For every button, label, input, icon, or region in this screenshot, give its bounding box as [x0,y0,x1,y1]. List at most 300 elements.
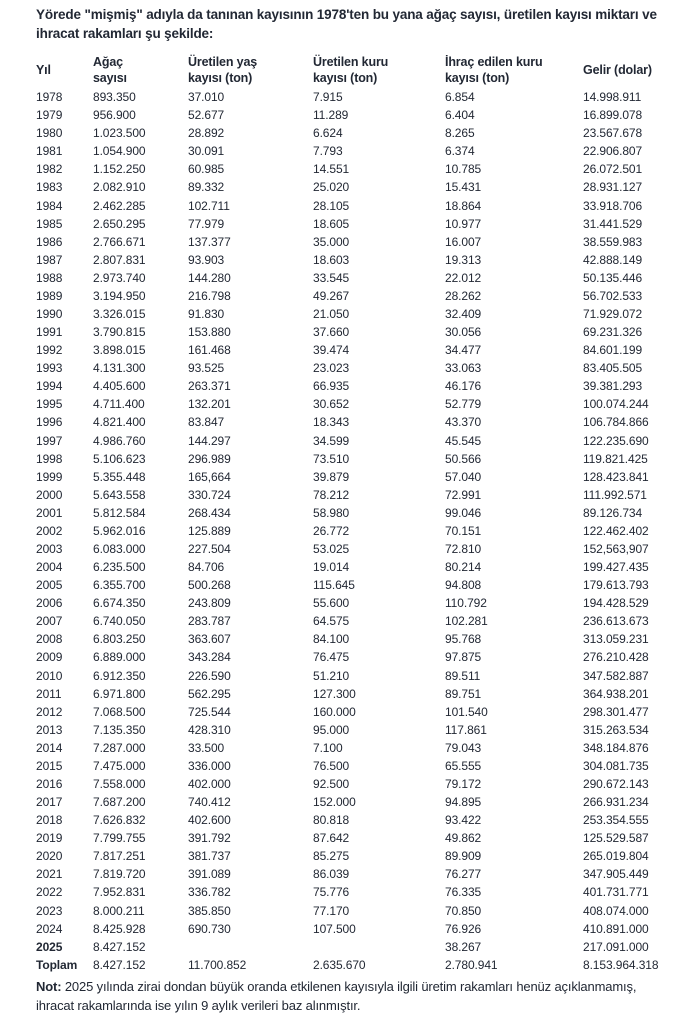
row-value-gelir-dolar: 276.210.428 [583,650,649,665]
row-value-agac-sayisi: 1.152.250 [93,162,146,177]
row-year: 2023 [36,903,63,918]
table-row [36,757,658,775]
row-value-gelir-dolar: 33.918.706 [583,198,643,213]
row-value-uretilen-kuru-kayisi: 37.660 [313,325,350,340]
table-row [36,956,658,974]
row-year: 2021 [36,867,63,882]
row-year: 2011 [36,686,62,701]
row-value-agac-sayisi: 7.952.831 [93,885,146,900]
row-value-agac-sayisi: 6.889.000 [93,650,146,665]
row-value-gelir-dolar: 38.559.983 [583,234,643,249]
column-header-gelir-dolar: Gelir (dolar) [583,62,652,77]
table-row [36,829,658,847]
column-header-uretilen-yas-kayisi: Üretilen yaş kayısı (ton) [188,54,258,85]
row-value-agac-sayisi: 8.427.152 [93,957,146,972]
row-value-uretilen-kuru-kayisi: 92.500 [313,777,350,791]
row-value-gelir-dolar: 28.931.127 [583,180,643,195]
row-year: 1985 [36,216,63,231]
table-row [36,395,658,413]
row-value-ihrac-edilen-kuru-kayisi: 93.422 [445,813,482,828]
row-value-ihrac-edilen-kuru-kayisi: 102.281 [445,614,488,629]
column-header-yil: Yıl [36,62,51,77]
row-value-uretilen-kuru-kayisi: 7.793 [313,144,343,159]
row-year: 2001 [36,505,63,520]
table-row [36,594,658,612]
row-year: 1997 [36,433,63,448]
row-value-ihrac-edilen-kuru-kayisi: 38.267 [445,939,482,954]
row-value-uretilen-kuru-kayisi: 7.915 [313,90,343,105]
row-value-uretilen-yas-kayisi: 268.434 [188,505,231,520]
row-value-gelir-dolar: 217.091.000 [583,939,649,954]
row-value-uretilen-yas-kayisi: 161.468 [188,343,231,358]
table-row [36,88,658,106]
row-value-ihrac-edilen-kuru-kayisi: 45.545 [445,433,482,448]
table-row [36,178,658,196]
table-row [36,811,658,829]
row-value-uretilen-kuru-kayisi: 49.267 [313,288,350,303]
row-value-uretilen-kuru-kayisi: 14.551 [313,162,350,177]
row-value-gelir-dolar: 152,563,907 [583,541,649,556]
row-value-agac-sayisi: 956.900 [93,108,136,123]
row-value-uretilen-yas-kayisi: 125.889 [188,523,231,538]
row-year: 2006 [36,596,63,611]
row-value-gelir-dolar: 347.582.887 [583,668,649,683]
row-value-agac-sayisi: 5.106.623 [93,451,146,466]
row-value-uretilen-yas-kayisi: 84.706 [188,560,225,575]
row-value-gelir-dolar: 128.423.841 [583,469,649,484]
row-value-agac-sayisi: 7.817.251 [93,849,146,864]
row-value-gelir-dolar: 100.074.244 [583,397,649,412]
row-year: 2022 [36,885,63,900]
row-value-uretilen-kuru-kayisi: 160.000 [313,704,356,719]
row-value-uretilen-yas-kayisi: 562.295 [188,686,231,701]
row-value-agac-sayisi: 7.626.832 [93,813,146,828]
row-year: 1999 [36,469,63,484]
row-value-uretilen-yas-kayisi: 740.412 [188,795,231,810]
row-value-uretilen-kuru-kayisi: 25.020 [313,180,350,195]
row-value-uretilen-kuru-kayisi: 64.575 [313,614,350,629]
row-value-agac-sayisi: 5.355.448 [93,469,146,484]
table-row [36,920,658,938]
table-row [36,648,658,666]
row-value-uretilen-yas-kayisi: 93.903 [188,252,225,267]
row-year: 1986 [36,234,63,249]
row-value-ihrac-edilen-kuru-kayisi: 72.810 [445,541,482,556]
row-value-uretilen-yas-kayisi: 52.677 [188,108,225,123]
row-value-uretilen-kuru-kayisi: 66.935 [313,379,350,394]
row-value-uretilen-yas-kayisi: 30.091 [188,144,225,159]
row-value-gelir-dolar: 106.784.866 [583,415,649,430]
row-value-uretilen-yas-kayisi: 216.798 [188,288,231,303]
row-value-gelir-dolar: 408.074.000 [583,903,649,918]
row-value-uretilen-yas-kayisi: 402.000 [188,777,231,791]
row-value-agac-sayisi: 3.898.015 [93,343,146,358]
intro-paragraph: Yörede "mişmiş" adıyla da tanınan kayısının 1978'ten bu yana ağaç sayısı, üretilen kayısı miktarı ve ihracat rakamları şu şekilde: [36,7,657,41]
row-value-ihrac-edilen-kuru-kayisi: 43.370 [445,415,482,430]
row-year: 1995 [36,397,63,412]
row-value-uretilen-kuru-kayisi: 11.289 [313,108,349,123]
row-value-ihrac-edilen-kuru-kayisi: 89.511 [445,668,481,683]
table-row [36,847,658,865]
row-value-gelir-dolar: 122.235.690 [583,433,649,448]
row-value-agac-sayisi: 3.194.950 [93,288,146,303]
row-value-gelir-dolar: 83.405.505 [583,361,643,376]
row-value-ihrac-edilen-kuru-kayisi: 70.850 [445,903,482,918]
row-value-uretilen-yas-kayisi: 428.310 [188,722,231,737]
table-row [36,938,658,956]
row-value-uretilen-kuru-kayisi: 19.014 [313,560,350,575]
row-value-ihrac-edilen-kuru-kayisi: 101.540 [445,704,488,719]
table-row [36,721,658,739]
row-value-agac-sayisi: 7.287.000 [93,740,146,755]
row-value-gelir-dolar: 14.998.911 [583,90,642,105]
table-row [36,468,658,486]
row-value-uretilen-yas-kayisi: 385.850 [188,903,231,918]
row-value-agac-sayisi: 5.643.558 [93,487,146,502]
row-year: 2005 [36,578,63,593]
row-year: 2008 [36,632,63,647]
row-value-agac-sayisi: 6.971.800 [93,686,146,701]
apricot-statistics-table [36,51,658,974]
row-value-agac-sayisi: 6.740.050 [93,614,146,629]
row-value-gelir-dolar: 23.567.678 [583,126,643,141]
row-value-ihrac-edilen-kuru-kayisi: 50.566 [445,451,482,466]
table-row [36,685,658,703]
row-value-ihrac-edilen-kuru-kayisi: 57.040 [445,469,482,484]
row-value-uretilen-yas-kayisi: 336.782 [188,885,231,900]
table-row [36,305,658,323]
row-value-ihrac-edilen-kuru-kayisi: 89.909 [445,849,482,864]
row-year: 1998 [36,451,63,466]
row-year: 2012 [36,704,63,719]
row-value-uretilen-kuru-kayisi: 28.105 [313,198,350,213]
row-value-agac-sayisi: 7.475.000 [93,758,146,773]
row-value-gelir-dolar: 56.702.533 [583,288,643,303]
table-row [36,233,658,251]
row-value-uretilen-yas-kayisi: 132.201 [188,397,231,412]
table-row [36,558,658,576]
row-value-agac-sayisi: 4.821.400 [93,415,146,430]
row-value-ihrac-edilen-kuru-kayisi: 15.431 [445,180,482,195]
row-value-agac-sayisi: 6.083.000 [93,541,146,556]
row-value-ihrac-edilen-kuru-kayisi: 52.779 [445,397,482,412]
row-value-uretilen-kuru-kayisi: 76.475 [313,650,350,665]
row-value-uretilen-kuru-kayisi: 75.776 [313,885,350,900]
row-value-gelir-dolar: 84.601.199 [583,343,643,358]
row-value-uretilen-kuru-kayisi: 152.000 [313,795,356,810]
row-year: 2025 [36,939,63,954]
row-value-uretilen-yas-kayisi: 165,664 [188,469,231,484]
row-value-gelir-dolar: 122.462.402 [583,523,649,538]
table-row [36,793,658,811]
row-value-gelir-dolar: 39.381.293 [583,379,643,394]
footnote [36,977,658,1015]
table-row [36,142,658,160]
row-value-uretilen-kuru-kayisi: 127.300 [313,686,356,701]
row-value-agac-sayisi: 7.558.000 [93,777,146,791]
row-value-uretilen-kuru-kayisi: 33.545 [313,270,350,285]
row-value-agac-sayisi: 3.326.015 [93,306,146,321]
row-value-uretilen-yas-kayisi: 60.985 [188,162,225,177]
row-value-ihrac-edilen-kuru-kayisi: 33.063 [445,361,482,376]
row-value-agac-sayisi: 6.355.700 [93,578,146,593]
row-value-uretilen-yas-kayisi: 144.297 [188,433,231,448]
row-value-gelir-dolar: 313.059.231 [583,632,649,647]
row-value-ihrac-edilen-kuru-kayisi: 76.277 [445,867,482,882]
row-value-agac-sayisi: 5.812.584 [93,505,146,520]
row-value-uretilen-yas-kayisi: 391.089 [188,867,231,882]
row-value-ihrac-edilen-kuru-kayisi: 89.751 [445,686,482,701]
row-year: 2017 [36,795,63,810]
row-value-gelir-dolar: 26.072.501 [583,162,643,177]
row-value-agac-sayisi: 8.000.211 [93,903,145,918]
row-value-uretilen-yas-kayisi: 263.371 [188,379,231,394]
row-value-uretilen-yas-kayisi: 391.792 [188,831,231,846]
row-value-ihrac-edilen-kuru-kayisi: 110.792 [445,596,487,611]
row-value-agac-sayisi: 893.350 [93,90,136,105]
row-value-agac-sayisi: 2.807.831 [93,252,146,267]
row-value-uretilen-yas-kayisi: 336.000 [188,758,231,773]
row-value-uretilen-kuru-kayisi: 18.603 [313,252,350,267]
column-header-ihrac-edilen-kuru-kayisi: İhraç edilen kuru kayısı (ton) [445,54,543,85]
table-row [36,413,658,431]
row-value-uretilen-kuru-kayisi: 39.474 [313,343,350,358]
row-value-gelir-dolar: 290.672.143 [583,777,649,791]
row-value-ihrac-edilen-kuru-kayisi: 16.007 [445,234,482,249]
row-value-uretilen-kuru-kayisi: 39.879 [313,469,350,484]
row-year: 2016 [36,777,63,791]
table-header-row [36,51,658,88]
row-value-uretilen-kuru-kayisi: 18.343 [313,415,350,430]
row-value-uretilen-yas-kayisi: 402.600 [188,813,231,828]
row-value-uretilen-yas-kayisi: 33.500 [188,740,225,755]
row-value-uretilen-yas-kayisi: 153.880 [188,325,231,340]
row-value-agac-sayisi: 6.912.350 [93,668,146,683]
table-row [36,630,658,648]
table-row [36,323,658,341]
row-value-uretilen-kuru-kayisi: 58.980 [313,505,350,520]
row-year: 2009 [36,650,63,665]
row-year: 1989 [36,288,63,303]
row-year: 2007 [36,614,63,629]
row-value-uretilen-kuru-kayisi: 107.500 [313,921,356,936]
row-value-gelir-dolar: 401.731.771 [583,885,649,900]
row-value-agac-sayisi: 8.427.152 [93,939,146,954]
table-row [36,865,658,883]
footnote-label: Not: [36,978,62,994]
row-value-gelir-dolar: 69.231.326 [583,325,643,340]
row-value-agac-sayisi: 7.819.720 [93,867,146,882]
row-value-ihrac-edilen-kuru-kayisi: 79.172 [445,777,482,791]
row-value-uretilen-kuru-kayisi: 85.275 [313,849,350,864]
row-value-ihrac-edilen-kuru-kayisi: 49.862 [445,831,482,846]
row-year: 2013 [36,722,63,737]
row-value-uretilen-kuru-kayisi: 35.000 [313,234,350,249]
row-value-gelir-dolar: 348.184.876 [583,740,649,755]
table-row [36,106,658,124]
row-value-gelir-dolar: 89.126.734 [583,505,643,520]
row-value-ihrac-edilen-kuru-kayisi: 22.012 [445,270,482,285]
table-row [36,287,658,305]
row-value-ihrac-edilen-kuru-kayisi: 32.409 [445,306,482,321]
row-value-uretilen-kuru-kayisi: 115.645 [313,578,355,593]
row-value-uretilen-kuru-kayisi: 77.170 [313,903,350,918]
row-value-gelir-dolar: 236.613.673 [583,614,649,629]
row-value-gelir-dolar: 31.441.529 [583,216,643,231]
row-value-gelir-dolar: 71.929.072 [583,306,643,321]
row-value-agac-sayisi: 6.674.350 [93,596,146,611]
table-row [36,739,658,757]
row-value-uretilen-kuru-kayisi: 53.025 [313,541,350,556]
row-value-uretilen-kuru-kayisi: 86.039 [313,867,350,882]
row-value-gelir-dolar: 265.019.804 [583,849,649,864]
row-value-gelir-dolar: 125.529.587 [583,831,649,846]
row-value-gelir-dolar: 8.153.964.318 [583,957,659,972]
row-value-ihrac-edilen-kuru-kayisi: 18.864 [445,198,482,213]
row-value-ihrac-edilen-kuru-kayisi: 79.043 [445,740,482,755]
row-value-uretilen-kuru-kayisi: 78.212 [313,487,350,502]
row-value-uretilen-yas-kayisi: 37.010 [188,90,225,105]
row-value-agac-sayisi: 2.462.285 [93,198,146,213]
row-year: 1979 [36,108,63,123]
row-value-ihrac-edilen-kuru-kayisi: 30.056 [445,325,482,340]
table-row [36,486,658,504]
row-value-agac-sayisi: 2.973.740 [93,270,146,285]
row-value-agac-sayisi: 2.650.295 [93,216,146,231]
row-value-uretilen-kuru-kayisi: 76.500 [313,758,350,773]
row-value-uretilen-yas-kayisi: 296.989 [188,451,231,466]
row-value-gelir-dolar: 22.906.807 [583,144,643,159]
row-value-gelir-dolar: 119.821.425 [583,451,648,466]
row-value-ihrac-edilen-kuru-kayisi: 28.262 [445,288,482,303]
row-value-agac-sayisi: 4.711.400 [93,397,145,412]
row-value-gelir-dolar: 253.354.555 [583,813,649,828]
row-year: 2018 [36,813,63,828]
table-row [36,703,658,721]
row-value-ihrac-edilen-kuru-kayisi: 99.046 [445,505,482,520]
table-row [36,431,658,449]
row-value-agac-sayisi: 4.405.600 [93,379,146,394]
row-value-uretilen-yas-kayisi: 226.590 [188,668,231,683]
row-value-uretilen-yas-kayisi: 137.377 [188,234,231,249]
row-value-agac-sayisi: 3.790.815 [93,325,146,340]
row-year: 2000 [36,487,63,502]
row-value-agac-sayisi: 2.082.910 [93,180,146,195]
row-value-uretilen-yas-kayisi: 83.847 [188,415,225,430]
row-value-uretilen-yas-kayisi: 102.711 [188,198,230,213]
table-row [36,775,658,793]
row-value-uretilen-yas-kayisi: 77.979 [188,216,225,231]
table-row [36,902,658,920]
row-value-uretilen-yas-kayisi: 11.700.852 [188,957,247,972]
row-year: 1987 [36,252,63,267]
footnote-text: 2025 yılında zirai dondan büyük oranda etkilenen kayısıyla ilgili üretim rakamları henüz açıklanmamış, ihracat rakamlarında ise yılın 9 aylık verileri baz alınmıştır. [36,978,637,1013]
row-value-uretilen-yas-kayisi: 227.504 [188,541,231,556]
row-value-gelir-dolar: 364.938.201 [583,686,649,701]
row-value-ihrac-edilen-kuru-kayisi: 70.151 [445,523,482,538]
row-value-ihrac-edilen-kuru-kayisi: 19.313 [445,252,482,267]
row-year: 2020 [36,849,63,864]
row-value-agac-sayisi: 6.235.500 [93,560,146,575]
row-value-gelir-dolar: 298.301.477 [583,704,649,719]
table-row [36,504,658,522]
row-value-agac-sayisi: 5.962.016 [93,523,146,538]
table-row [36,576,658,594]
row-year: 1988 [36,270,63,285]
row-year: 2010 [36,668,63,683]
row-value-gelir-dolar: 347.905.449 [583,867,649,882]
row-value-ihrac-edilen-kuru-kayisi: 97.875 [445,650,482,665]
row-value-uretilen-yas-kayisi: 690.730 [188,921,231,936]
row-value-uretilen-kuru-kayisi: 95.000 [313,722,350,737]
row-value-uretilen-yas-kayisi: 89.332 [188,180,225,195]
row-value-agac-sayisi: 4.986.760 [93,433,146,448]
row-value-agac-sayisi: 7.068.500 [93,704,146,719]
row-value-uretilen-kuru-kayisi: 23.023 [313,361,350,376]
row-value-ihrac-edilen-kuru-kayisi: 6.404 [445,108,475,123]
row-year: Toplam [36,957,78,972]
row-value-uretilen-kuru-kayisi: 2.635.670 [313,957,366,972]
table-body [36,88,658,974]
row-value-ihrac-edilen-kuru-kayisi: 8.265 [445,126,475,141]
row-value-uretilen-yas-kayisi: 500.268 [188,578,231,593]
table-row [36,269,658,287]
row-value-ihrac-edilen-kuru-kayisi: 94.808 [445,578,482,593]
row-value-uretilen-kuru-kayisi: 51.210 [313,668,350,683]
row-year: 2019 [36,831,63,846]
row-value-uretilen-kuru-kayisi: 6.624 [313,126,343,141]
row-value-gelir-dolar: 315.263.534 [583,722,649,737]
row-value-agac-sayisi: 7.687.200 [93,795,146,810]
table-row [36,124,658,142]
row-year: 2002 [36,523,63,538]
table-row [36,359,658,377]
row-value-uretilen-yas-kayisi: 144.280 [188,270,231,285]
row-value-uretilen-kuru-kayisi: 18.605 [313,216,350,231]
row-value-agac-sayisi: 6.803.250 [93,632,146,647]
row-value-ihrac-edilen-kuru-kayisi: 65.555 [445,758,482,773]
row-value-uretilen-kuru-kayisi: 21.050 [313,306,350,321]
row-value-uretilen-yas-kayisi: 381.737 [188,849,231,864]
table-row [36,450,658,468]
row-value-ihrac-edilen-kuru-kayisi: 10.785 [445,162,482,177]
row-year: 1993 [36,361,63,376]
row-value-ihrac-edilen-kuru-kayisi: 94.895 [445,795,482,810]
table-row [36,522,658,540]
row-value-uretilen-kuru-kayisi: 7.100 [313,740,343,755]
table-row [36,251,658,269]
table-row [36,196,658,214]
table-row [36,612,658,630]
row-value-ihrac-edilen-kuru-kayisi: 10.977 [445,216,482,231]
row-value-uretilen-yas-kayisi: 91.830 [188,306,225,321]
table-row [36,377,658,395]
row-value-uretilen-kuru-kayisi: 84.100 [313,632,350,647]
row-value-gelir-dolar: 304.081.735 [583,758,649,773]
row-value-uretilen-kuru-kayisi: 55.600 [313,596,350,611]
row-year: 1984 [36,198,63,213]
row-year: 1994 [36,379,63,394]
row-value-ihrac-edilen-kuru-kayisi: 117.861 [445,722,487,737]
row-value-gelir-dolar: 16.899.078 [583,108,643,123]
row-value-agac-sayisi: 1.023.500 [93,126,146,141]
row-year: 1983 [36,180,63,195]
row-value-agac-sayisi: 4.131.300 [93,361,146,376]
column-header-uretilen-kuru-kayisi: Üretilen kuru kayısı (ton) [313,54,389,85]
row-value-ihrac-edilen-kuru-kayisi: 46.176 [445,379,482,394]
row-value-gelir-dolar: 410.891.000 [583,921,649,936]
row-year: 1982 [36,162,63,177]
